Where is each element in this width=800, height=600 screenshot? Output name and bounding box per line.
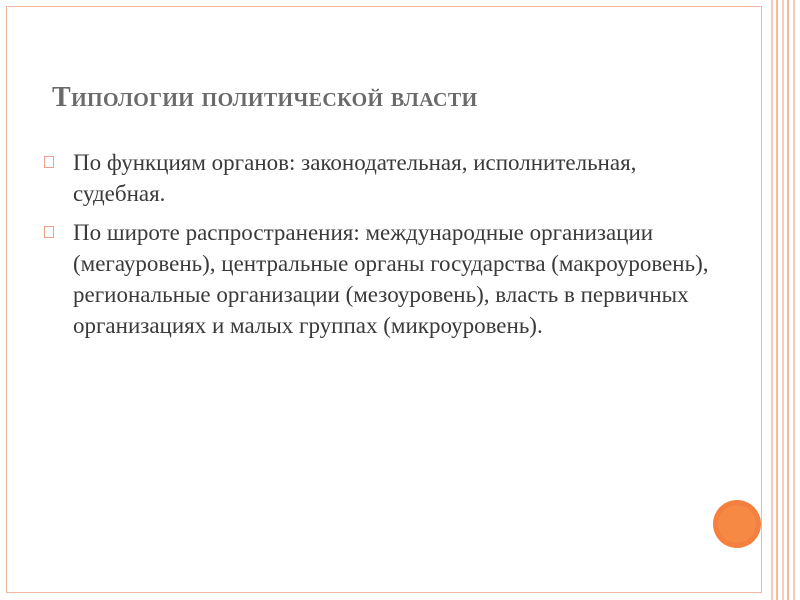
decorative-stripe [782, 0, 784, 600]
bullet-list [40, 147, 730, 349]
decorative-stripe [793, 0, 795, 600]
bullet-item [40, 147, 730, 209]
decorative-circle-icon [713, 500, 761, 548]
decorative-stripe [771, 0, 773, 600]
decorative-stripe [787, 0, 789, 600]
bullet-icon [44, 156, 54, 168]
decorative-stripe [776, 0, 778, 600]
bullet-item [40, 217, 730, 341]
bullet-icon [44, 226, 54, 238]
bullet-text: По широте распространения: международные организации (мегауровень), центральные органы государства (макроуровень), региональные организации (мезоуровень), власть в первичных организациях и малых группах (микроуровень). [73, 220, 709, 338]
bullet-text: По функциям органов: законодательная, исполнительная, судебная. [73, 150, 637, 206]
slide-title: Типологии политической власти [52, 82, 478, 113]
